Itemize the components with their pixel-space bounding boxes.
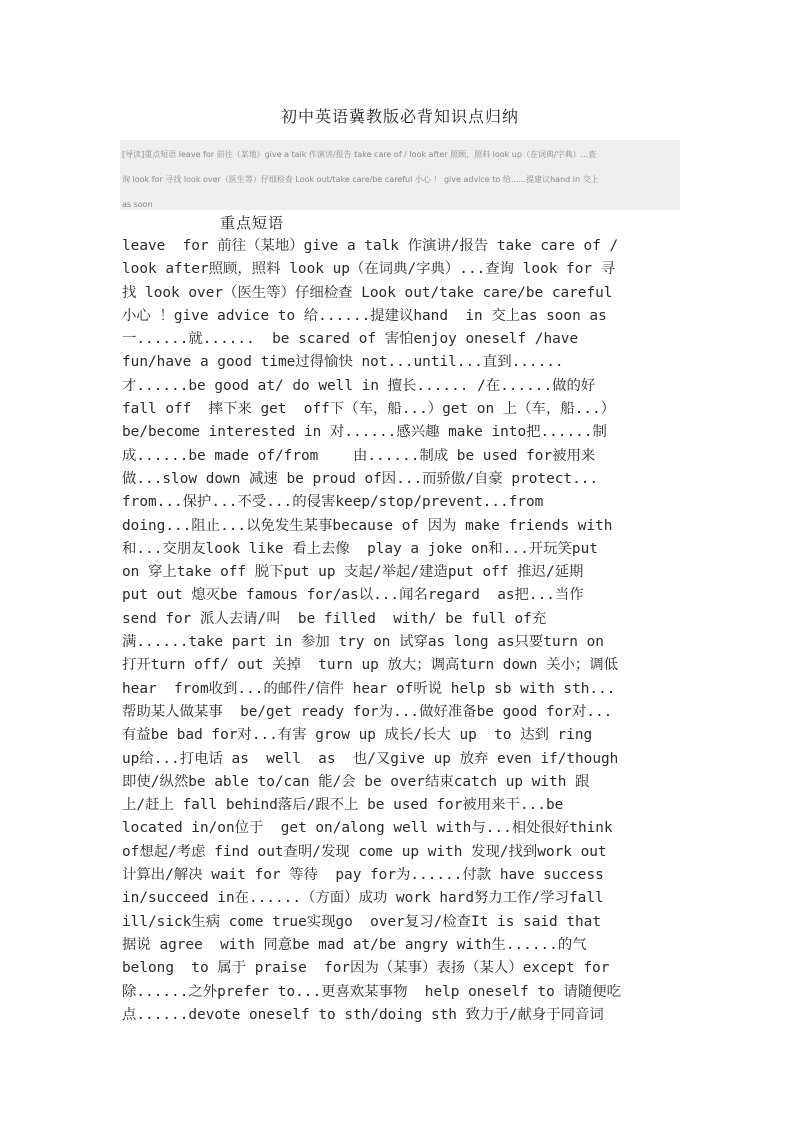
text-line: 帮助某人做某事 be/get ready for为...做好准备be good for对... bbox=[122, 703, 613, 720]
document-title: 初中英语冀教版必背知识点归纳 bbox=[280, 107, 519, 126]
guide-line: 询 look for 寻找 look over（医生等）仔细检查 Look out/take care/be careful 小心 ！ give advice to 给......提建议hand in 交上 bbox=[122, 175, 599, 184]
text-line: be/become interested in 对......感兴趣 make into把......制 bbox=[122, 424, 607, 441]
text-line: leave for 前往（某地）give a talk 作演讲/报告 take care of / bbox=[122, 238, 619, 254]
guide-line: [导读]重点短语 leave for 前往（某地）give a talk 作演讲/报告 take care of / look after 照顾，照料 look up（在词典/字典）...查 bbox=[122, 150, 597, 159]
text-line: 上/赶上 fall behind落后/跟不上 be used for被用来干...be bbox=[122, 797, 564, 814]
text-line: 有益be bad for对...有害 grow up 成长/长大 up to 达到 ring bbox=[122, 727, 593, 744]
text-line: fun/have a good time过得愉快 not...until...直到...... bbox=[122, 354, 564, 371]
text-line: on 穿上take off 脱下put up 支起/举起/建造put off 推迟/延期 bbox=[122, 564, 584, 581]
text-line: 打开turn off/ out 关掉 turn up 放大；调高turn down 关小；调低 bbox=[122, 657, 619, 674]
phrase-list bbox=[122, 235, 682, 1027]
section-heading: 重点短语 bbox=[220, 214, 285, 232]
text-line: 小心 ！give advice to 给......提建议hand in 交上as soon as bbox=[122, 307, 607, 324]
text-line: 满......take part in 参加 try on 试穿as long as只要turn on bbox=[122, 634, 604, 651]
text-line: 据说 agree with 同意be mad at/be angry with生......的气 bbox=[122, 936, 587, 953]
text-line: look after照顾，照料 look up（在词典/字典）...查询 look for 寻 bbox=[122, 261, 616, 278]
text-line: 和...交朋友look like 看上去像 play a joke on和...开玩笑put bbox=[122, 540, 598, 557]
text-line: belong to 属于 praise for因为（某事）表扬（某人）except for bbox=[122, 960, 610, 977]
text-line: from...保护...不受...的侵害keep/stop/prevent...from bbox=[122, 494, 544, 511]
text-line: ill/sick生病 come true实现go over复习/检查It is said that bbox=[122, 913, 602, 930]
text-line: located in/on位于 get on/along well with与...相处很好think bbox=[122, 820, 613, 837]
guide-line: as soon bbox=[122, 200, 153, 209]
text-line: 一......就...... be scared of 害怕enjoy oneself /have bbox=[122, 331, 579, 348]
text-line: hear from收到...的邮件/信件 hear of听说 help sb with sth... bbox=[122, 680, 616, 697]
text-line: up给...打电话 as well as 也/又give up 放弃 even if/though bbox=[122, 750, 619, 767]
guide-summary-box bbox=[120, 140, 680, 210]
text-line: of想起/考虑 find out查明/发现 come up with 发现/找到work out bbox=[122, 843, 607, 860]
text-line: 即使/纵然be able to/can 能/会 be over结束catch up with 跟 bbox=[122, 773, 590, 790]
text-line: 找 look over（医生等）仔细检查 Look out/take care/be careful bbox=[122, 284, 613, 301]
text-line: put out 熄灭be famous for/as以...闻名regard as把...当作 bbox=[122, 587, 584, 604]
text-line: 做...slow down 减速 be proud of因...而骄傲/自豪 protect... bbox=[122, 470, 599, 487]
text-line: 计算出/解决 wait for 等待 pay for为......付款 have success bbox=[122, 867, 604, 884]
text-line: fall off 摔下来 get off下（车，船...）get on 上（车，船...） bbox=[122, 401, 616, 418]
text-line: doing...阻止...以免发生某事because of 因为 make friends with bbox=[122, 517, 613, 534]
text-line: 除......之外prefer to...更喜欢某事物 help oneself to 请随便吃 bbox=[122, 983, 621, 1000]
text-line: 成......be made of/from 由......制成 be used for被用来 bbox=[122, 447, 596, 464]
text-line: 才......be good at/ do well in 擅长...... /在......做的好 bbox=[122, 377, 596, 394]
text-line: in/succeed in在......（方面）成功 work hard努力工作/学习fall bbox=[122, 890, 604, 907]
text-line: send for 派人去请/叫 be filled with/ be full of充 bbox=[122, 610, 547, 627]
text-line: 点......devote oneself to sth/doing sth 致力于/献身于同音词 bbox=[122, 1006, 604, 1023]
